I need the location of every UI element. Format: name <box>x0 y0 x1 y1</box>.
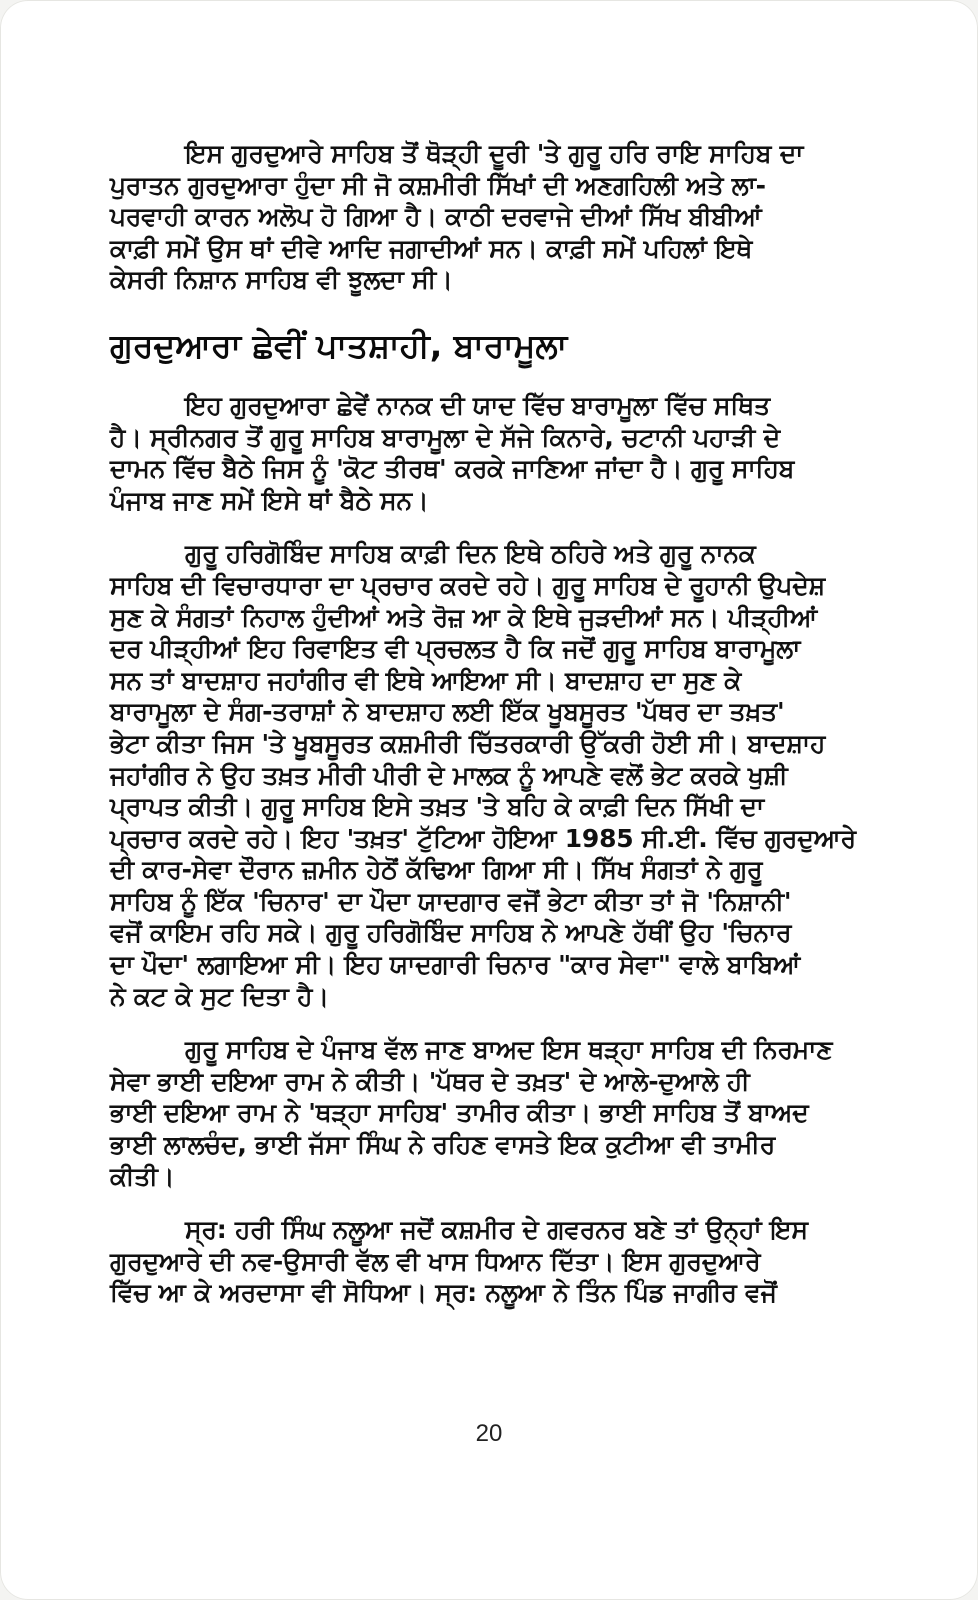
paragraph-intro: ਇਸ ਗੁਰਦੁਆਰੇ ਸਾਹਿਬ ਤੋਂ ਥੋੜ੍ਹੀ ਦੂਰੀ 'ਤੇ ਗੁਰੂ ਹਰਿ ਰਾਇ ਸਾਹਿਬ ਦਾ ਪੁਰਾਤਨ ਗੁਰਦੁਆਰਾ ਹੁੰਦਾ ਸੀ ਜੋ ਕਸ਼ਮੀਰੀ ਸਿੱਖਾਂ ਦੀ ਅਣਗਹਿਲੀ ਅਤੇ ਲਾ- ਪਰਵਾਹੀ ਕਾਰਨ ਅਲੋਪ ਹੋ ਗਿਆ ਹੈ। ਕਾਠੀ ਦਰਵਾਜੇ ਦੀਆਂ ਸਿੱਖ ਬੀਬੀਆਂ ਕਾਫ਼ੀ ਸਮੇਂ ਉਸ ਥਾਂ ਦੀਵੇ ਆਦਿ ਜਗਾਦੀਆਂ ਸਨ। ਕਾਫ਼ੀ ਸਮੇਂ ਪਹਿਲਾਂ ਇਥੇ ਕੇਸਰੀ ਨਿਸ਼ਾਨ ਸਾਹਿਬ ਵੀ ਝੂਲਦਾ ਸੀ। <box>110 139 804 295</box>
paragraph-history: ਗੁਰੂ ਹਰਿਗੋਬਿੰਦ ਸਾਹਿਬ ਕਾਫ਼ੀ ਦਿਨ ਇਥੇ ਠਹਿਰੇ ਅਤੇ ਗੁਰੂ ਨਾਨਕ ਸਾਹਿਬ ਦੀ ਵਿਚਾਰਧਾਰਾ ਦਾ ਪ੍ਰਚਾਰ ਕਰਦੇ ਰਹੇ। ਗੁਰੂ ਸਾਹਿਬ ਦੇ ਰੂਹਾਨੀ ਉਪਦੇਸ਼ ਸੁਣ ਕੇ ਸੰਗਤਾਂ ਨਿਹਾਲ ਹੁੰਦੀਆਂ ਅਤੇ ਰੋਜ਼ ਆ ਕੇ ਇਥੇ ਜੁੜਦੀਆਂ ਸਨ। ਪੀੜ੍ਹੀਆਂ ਦਰ ਪੀੜ੍ਹੀਆਂ ਇਹ ਰਿਵਾਇਤ ਵੀ ਪ੍ਰਚਲਤ ਹੈ ਕਿ ਜਦੋਂ ਗੁਰੂ ਸਾਹਿਬ ਬਾਰਾਮੂਲਾ ਸਨ ਤਾਂ ਬਾਦਸ਼ਾਹ ਜਹਾਂਗੀਰ ਵੀ ਇਥੇ ਆਇਆ ਸੀ। ਬਾਦਸ਼ਾਹ ਦਾ ਸੁਣ ਕੇ ਬਾਰਾਮੂਲਾ ਦੇ ਸੰਗ-ਤਰਾਸ਼ਾਂ ਨੇ ਬਾਦਸ਼ਾਹ ਲਈ ਇੱਕ ਖੂਬਸੂਰਤ 'ਪੱਥਰ ਦਾ ਤਖ਼ਤ' ਭੇਟਾ ਕੀਤਾ ਜਿਸ 'ਤੇ ਖੂਬਸੂਰਤ ਕਸ਼ਮੀਰੀ ਚਿੱਤਰਕਾਰੀ ਉੱਕਰੀ ਹੋਈ ਸੀ। ਬਾਦਸ਼ਾਹ ਜਹਾਂਗੀਰ ਨੇ ਉਹ ਤਖ਼ਤ ਮੀਰੀ ਪੀਰੀ ਦੇ ਮਾਲਕ ਨੂੰ ਆਪਣੇ ਵਲੋਂ ਭੇਟ ਕਰਕੇ ਖੁਸ਼ੀ ਪ੍ਰਾਪਤ ਕੀਤੀ। ਗੁਰੂ ਸਾਹਿਬ ਇਸੇ ਤਖ਼ਤ 'ਤੇ ਬਹਿ ਕੇ ਕਾਫ਼ੀ ਦਿਨ ਸਿੱਖੀ ਦਾ ਪ੍ਰਚਾਰ ਕਰਦੇ ਰਹੇ। ਇਹ 'ਤਖ਼ਤ' ਟੁੱਟਿਆ ਹੋਇਆ 1985 ਸੀ.ਈ. ਵਿੱਚ ਗੁਰਦੁਆਰੇ ਦੀ ਕਾਰ-ਸੇਵਾ ਦੌਰਾਨ ਜ਼ਮੀਨ ਹੇਠੋਂ ਕੱਢਿਆ ਗਿਆ ਸੀ। ਸਿੱਖ ਸੰਗਤਾਂ ਨੇ ਗੁਰੂ ਸਾਹਿਬ ਨੂੰ ਇੱਕ 'ਚਿਨਾਰ' ਦਾ ਪੌਦਾ ਯਾਦਗਾਰ ਵਜੋਂ ਭੇਟਾ ਕੀਤਾ ਤਾਂ ਜੋ 'ਨਿਸ਼ਾਨੀ' ਵਜੋਂ ਕਾਇਮ ਰਹਿ ਸਕੇ। ਗੁਰੂ ਹਰਿਗੋਬਿੰਦ ਸਾਹਿਬ ਨੇ ਆਪਣੇ ਹੱਥੀਂ ਉਹ 'ਚਿਨਾਰ ਦਾ ਪੌਦਾ' ਲਗਾਇਆ ਸੀ। ਇਹ ਯਾਦਗਾਰੀ ਚਿਨਾਰ "ਕਾਰ ਸੇਵਾ" ਵਾਲੇ ਬਾਬਿਆਂ ਨੇ ਕਟ ਕੇ ਸੁਟ ਦਿਤਾ ਹੈ। <box>110 539 856 1011</box>
page-number: 20 <box>475 1420 503 1447</box>
section-heading: ਗੁਰਦੁਆਰਾ ਛੇਵੀਂ ਪਾਤਸ਼ਾਹੀ, ਬਾਰਾਮੂਲਾ <box>110 325 568 365</box>
paragraph-location: ਇਹ ਗੁਰਦੁਆਰਾ ਛੇਵੇਂ ਨਾਨਕ ਦੀ ਯਾਦ ਵਿੱਚ ਬਾਰਾਮੂਲਾ ਵਿੱਚ ਸਥਿਤ ਹੈ। ਸ੍ਰੀਨਗਰ ਤੋਂ ਗੁਰੂ ਸਾਹਿਬ ਬਾਰਾਮੂਲਾ ਦੇ ਸੱਜੇ ਕਿਨਾਰੇ, ਚਟਾਨੀ ਪਹਾੜੀ ਦੇ ਦਾਮਨ ਵਿੱਚ ਬੈਠੇ ਜਿਸ ਨੂੰ 'ਕੋਟ ਤੀਰਥ' ਕਰਕੇ ਜਾਣਿਆ ਜਾਂਦਾ ਹੈ। ਗੁਰੂ ਸਾਹਿਬ ਪੰਜਾਬ ਜਾਣ ਸਮੇਂ ਇਸੇ ਥਾਂ ਬੈਠੇ ਸਨ। <box>110 390 795 515</box>
paragraph-nalwa: ਸ੍ਰ: ਹਰੀ ਸਿੰਘ ਨਲੂਆ ਜਦੋਂ ਕਸ਼ਮੀਰ ਦੇ ਗਵਰਨਰ ਬਣੇ ਤਾਂ ਉਨ੍ਹਾਂ ਇਸ ਗੁਰਦੁਆਰੇ ਦੀ ਨਵ-ਉਸਾਰੀ ਵੱਲ ਵੀ ਖਾਸ ਧਿਆਨ ਦਿੱਤਾ। ਇਸ ਗੁਰਦੁਆਰੇ ਵਿੱਚ ਆ ਕੇ ਅਰਦਾਸਾ ਵੀ ਸੋਧਿਆ। ਸ੍ਰ: ਨਲੂਆ ਨੇ ਤਿੰਨ ਪਿੰਡ ਜਾਗੀਰ ਵਜੋਂ <box>110 1215 808 1308</box>
page-content <box>110 138 862 1309</box>
paragraph-construction: ਗੁਰੂ ਸਾਹਿਬ ਦੇ ਪੰਜਾਬ ਵੱਲ ਜਾਣ ਬਾਅਦ ਇਸ ਥੜ੍ਹਾ ਸਾਹਿਬ ਦੀ ਨਿਰਮਾਣ ਸੇਵਾ ਭਾਈ ਦਇਆ ਰਾਮ ਨੇ ਕੀਤੀ। 'ਪੱਥਰ ਦੇ ਤਖ਼ਤ' ਦੇ ਆਲੇ-ਦੁਆਲੇ ਹੀ ਭਾਈ ਦਇਆ ਰਾਮ ਨੇ 'ਥੜ੍ਹਾ ਸਾਹਿਬ' ਤਾਮੀਰ ਕੀਤਾ। ਭਾਈ ਸਾਹਿਬ ਤੋਂ ਬਾਅਦ ਭਾਈ ਲਾਲਚੰਦ, ਭਾਈ ਜੱਸਾ ਸਿੰਘ ਨੇ ਰਹਿਣ ਵਾਸਤੇ ਇਕ ਕੁਟੀਆ ਵੀ ਤਾਮੀਰ ਕੀਤੀ। <box>110 1035 833 1191</box>
